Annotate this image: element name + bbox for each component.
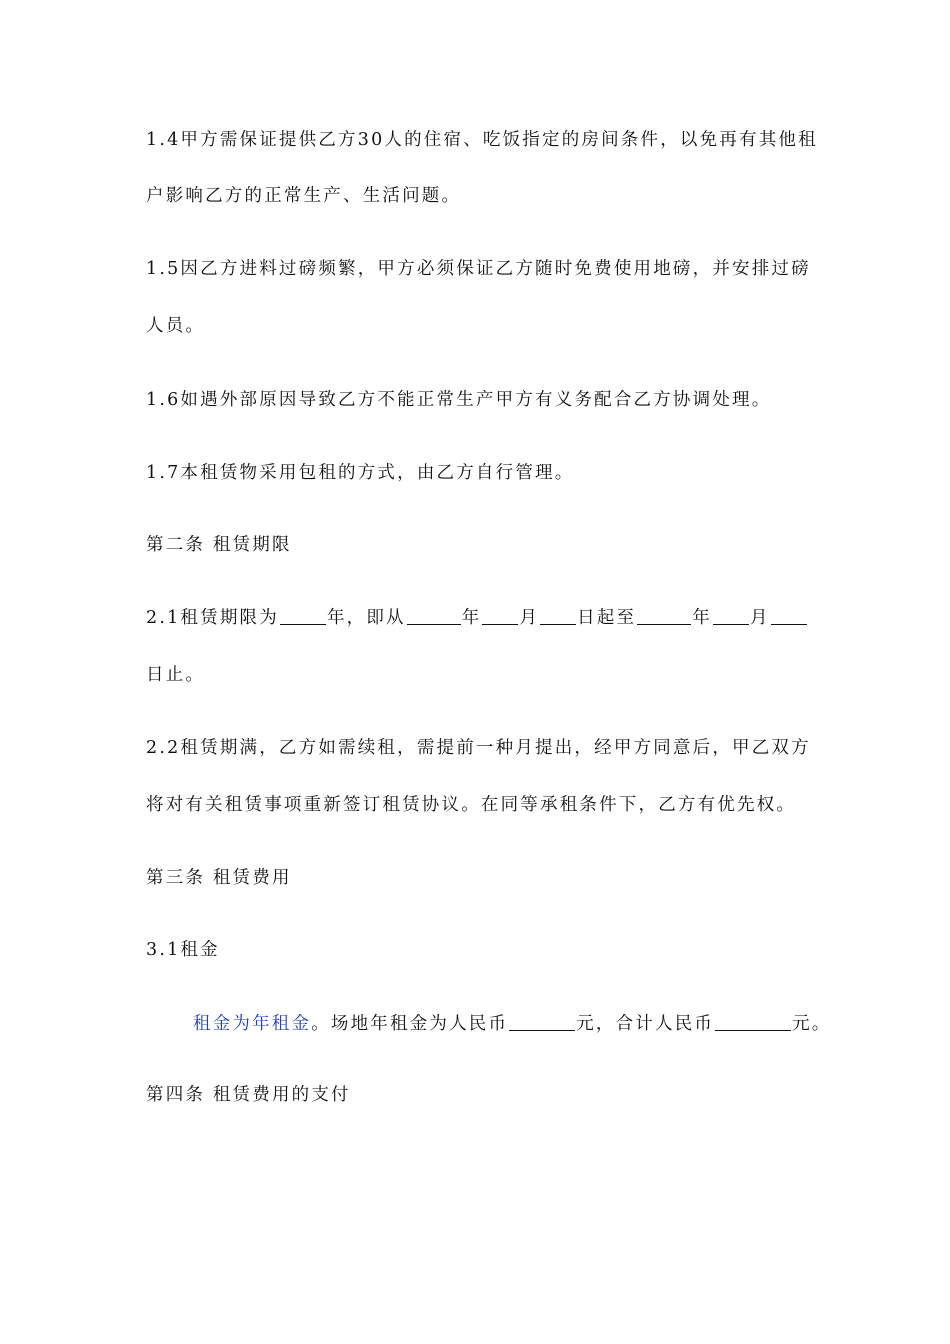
end-day-blank xyxy=(771,606,807,625)
article-2-heading: 第二条 租赁期限 xyxy=(146,535,292,555)
clause-2-1-text: 年，即从 xyxy=(326,608,406,628)
clause-1-7: 1.7本租赁物采用包租的方式，由乙方自行管理。 xyxy=(146,463,575,483)
clause-1-5-line-1: 1.5因乙方进料过磅频繁，甲方必须保证乙方随时免费使用地磅，并安排过磅 xyxy=(146,259,811,279)
clause-2-2-line-2: 将对有关租赁事项重新签订租赁协议。在同等承租条件下，乙方有优先权。 xyxy=(146,795,797,815)
term-years-blank xyxy=(280,606,326,625)
end-year-blank xyxy=(637,606,691,625)
article-4-heading: 第四条 租赁费用的支付 xyxy=(146,1085,351,1105)
start-year-blank xyxy=(407,606,461,625)
clause-1-6: 1.6如遇外部原因导致乙方不能正常生产甲方有义务配合乙方协调处理。 xyxy=(146,390,772,410)
clause-3-1-body xyxy=(193,1012,873,1036)
clause-1-4-line-2: 户影响乙方的正常生产、生活问题。 xyxy=(146,186,462,206)
clause-2-1-line-2: 日止。 xyxy=(146,665,206,685)
rent-annual-link[interactable]: 租金为年租金 xyxy=(193,1014,312,1034)
end-month-blank xyxy=(713,606,749,625)
start-month-blank xyxy=(482,606,518,625)
clause-1-4-line-1: 1.4甲方需保证提供乙方30人的住宿、吃饭指定的房间条件，以免再有其他租 xyxy=(146,130,818,150)
article-3-heading: 第三条 租赁费用 xyxy=(146,868,292,888)
start-day-blank xyxy=(540,606,576,625)
clause-2-1-text: 月 xyxy=(519,608,540,628)
clause-2-1-line-1 xyxy=(146,606,826,630)
clause-3-1-text: 元。 xyxy=(792,1014,832,1034)
clause-2-2-line-1: 2.2租赁期满，乙方如需续租，需提前一种月提出，经甲方同意后，甲乙双方 xyxy=(146,738,811,758)
total-rent-blank xyxy=(715,1012,791,1031)
clause-3-1-text: 。场地年租金为人民币 xyxy=(311,1014,509,1034)
clause-2-1-text: 年 xyxy=(461,608,482,628)
clause-2-1-text: 年 xyxy=(692,608,712,628)
clause-2-1-text: 日起至 xyxy=(577,608,637,628)
clause-3-1-heading: 3.1租金 xyxy=(146,940,220,960)
clause-1-5-line-2: 人员。 xyxy=(146,316,206,336)
clause-2-1-text: 月 xyxy=(749,608,770,628)
clause-3-1-text: 元，合计人民币 xyxy=(576,1014,715,1034)
clause-2-1-text: 2.1租赁期限为 xyxy=(146,608,279,628)
annual-rent-blank xyxy=(509,1012,575,1031)
